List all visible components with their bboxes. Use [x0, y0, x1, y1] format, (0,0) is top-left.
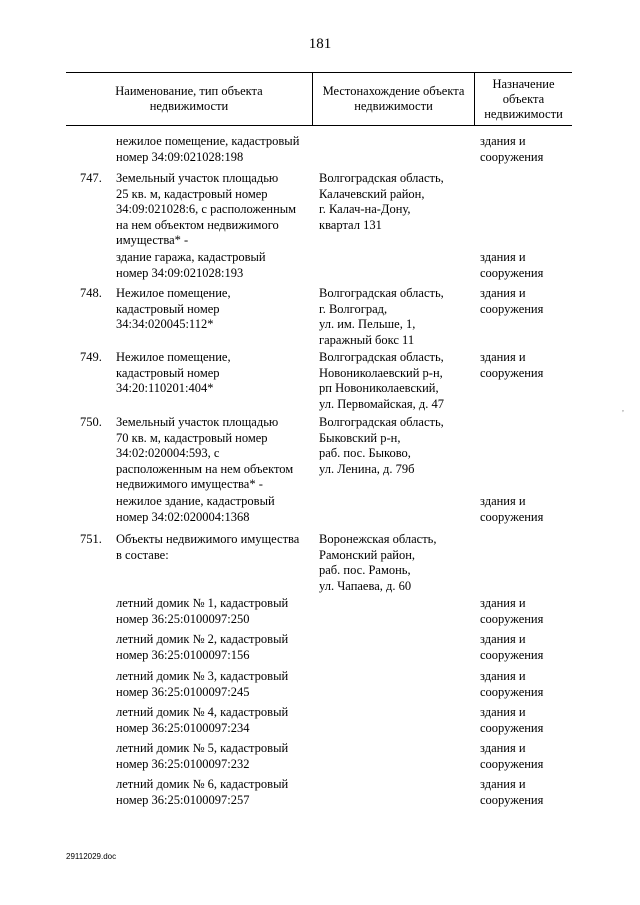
- document-filename: 29112029.doc: [66, 852, 117, 861]
- object-purpose: здания и сооружения: [480, 596, 544, 626]
- object-purpose: здания и сооружения: [480, 669, 544, 699]
- object-location: Волгоградская область, Калачевский район, г. Калач-на-Дону, квартал 131: [319, 171, 444, 232]
- object-name: летний домик № 6, кадастровый номер 36:25:0100097:257: [116, 777, 289, 807]
- object-name: летний домик № 2, кадастровый номер 36:25:0100097:156: [116, 632, 289, 662]
- object-purpose: здания и сооружения: [480, 494, 544, 524]
- object-purpose: здания и сооружения: [480, 632, 544, 662]
- object-purpose: здания и сооружения: [480, 705, 544, 735]
- object-name: летний домик № 4, кадастровый номер 36:25:0100097:234: [116, 705, 289, 735]
- object-name: здание гаража, кадастровый номер 34:09:021028:193: [116, 250, 266, 280]
- object-name: Нежилое помещение, кадастровый номер 34:20:110201:404*: [116, 350, 231, 395]
- object-name: нежилое помещение, кадастровый номер 34:09:021028:198: [116, 134, 300, 164]
- row-number: 748.: [80, 286, 102, 300]
- object-location: Волгоградская область, Новониколаевский р-н, рп Новониколаевский, ул. Первомайская, д. 47: [319, 350, 444, 411]
- object-name: летний домик № 1, кадастровый номер 36:25:0100097:250: [116, 596, 289, 626]
- object-name: летний домик № 5, кадастровый номер 36:25:0100097:232: [116, 741, 289, 771]
- header-name-type: Наименование, тип объекта недвижимости: [115, 84, 263, 113]
- table-header: [66, 72, 572, 126]
- scan-mark: ,: [622, 404, 624, 413]
- header-purpose: Назначение объекта недвижимости: [484, 76, 563, 121]
- page-number: 181: [308, 36, 332, 52]
- object-location: Волгоградская область, г. Волгоград, ул. им. Пельше, 1, гаражный бокс 11: [319, 286, 444, 347]
- object-location: Волгоградская область, Быковский р-н, раб. пос. Быково, ул. Ленина, д. 79б: [319, 415, 444, 476]
- row-number: 747.: [80, 171, 102, 185]
- object-purpose: здания и сооружения: [480, 777, 544, 807]
- object-purpose: здания и сооружения: [480, 350, 544, 380]
- object-name: Объекты недвижимого имущества в составе:: [116, 532, 300, 562]
- object-purpose: здания и сооружения: [480, 741, 544, 771]
- object-name: Земельный участок площадью 25 кв. м, кадастровый номер 34:09:021028:6, с расположенным на нем объектом недвижимого имущества* -: [116, 171, 297, 247]
- object-location: Воронежская область, Рамонский район, раб. пос. Рамонь, ул. Чапаева, д. 60: [319, 532, 437, 593]
- object-purpose: здания и сооружения: [480, 134, 544, 164]
- row-number: 750.: [80, 415, 102, 429]
- object-name: нежилое здание, кадастровый номер 34:02:020004:1368: [116, 494, 275, 524]
- object-purpose: здания и сооружения: [480, 250, 544, 280]
- object-name: летний домик № 3, кадастровый номер 36:25:0100097:245: [116, 669, 289, 699]
- header-location: Местонахождение объекта недвижимости: [322, 84, 465, 113]
- row-number: 751.: [80, 532, 102, 546]
- row-number: 749.: [80, 350, 102, 364]
- object-name: Земельный участок площадью 70 кв. м, кадастровый номер 34:02:020004:593, с расположенным на нем объектом недвижимого имущества* -: [116, 415, 294, 491]
- object-purpose: здания и сооружения: [480, 286, 544, 316]
- object-name: Нежилое помещение, кадастровый номер 34:34:020045:112*: [116, 286, 231, 331]
